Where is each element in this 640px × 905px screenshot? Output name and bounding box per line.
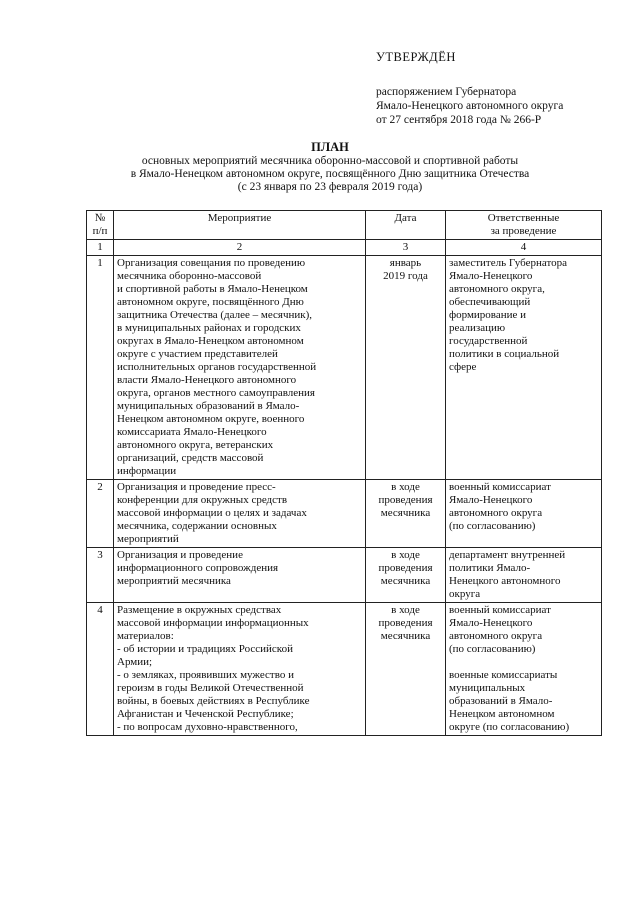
row-event: Организация и проведение пресс- конференции для окружных средств массовой информации о целях и задачах месячника, содержании основных мероприятий [114,480,366,548]
row-responsible: военный комиссариат Ямало-Ненецкого автономного округа (по согласованию) [446,480,602,548]
column-number-row [87,240,602,256]
header-num [87,211,114,240]
table-row [87,603,602,736]
row-responsible: департамент внутренней политики Ямало- Ненецкого автономного округа [446,548,602,603]
approval-line-3: от 27 сентября 2018 года № 266-Р [376,114,542,126]
row-date: в ходе проведения месячника [366,603,446,736]
row-number: 1 [87,256,114,480]
row-number: 3 [87,548,114,603]
row-event: Организация совещания по проведению месячника оборонно-массовой и спортивной работы в Ямало-Ненецком автономном округе, посвящённого Дню защитника Отечества (далее – месячник), в муниципальных районах и городских округах в Ямало-Ненецком автономном округе с участием представителей исполнительных органов государственной власти Ямало-Ненецкого автономного округа, органов местного самоуправления муниципальных образований в Ямало- Ненецком автономном округе, военного комиссариата Ямало-Ненецкого автономного округа, ветеранских организаций, средств массовой информации [114,256,366,480]
header-responsible-line-1: Ответственные [487,212,560,224]
column-number: 4 [446,240,602,256]
header-date: Дата [366,211,446,240]
table-header-row [87,211,602,240]
column-number: 3 [366,240,446,256]
title-main: ПЛАН [311,140,349,154]
title-line-3: (с 23 января по 23 февраля 2019 года) [237,181,423,193]
approval-heading: УТВЕРЖДЁН [376,50,456,64]
header-num-line-1: № [94,212,106,224]
table-row [87,256,602,480]
row-event: Размещение в окружных средствах массовой информации информационных материалов: - об истории и традициях Российской Армии; - о земляках, проявивших мужество и героизм в годы Великой Отечественной войны, в боевых действиях в Республике Афганистан и Чеченской Республике; - по вопросам духовно-нравственного, [114,603,366,736]
approval-block [376,50,626,127]
row-number: 2 [87,480,114,548]
row-number: 4 [87,603,114,736]
table-row [87,548,602,603]
title-line-1: основных мероприятий месячника оборонно-массовой и спортивной работы [141,155,519,167]
approval-line-2: Ямало-Ненецкого автономного округа [376,100,564,112]
approval-line-1: распоряжением Губернатора [376,86,517,98]
row-responsible: военный комиссариат Ямало-Ненецкого автономного округа (по согласованию) военные комиссариаты муниципальных образований в Ямало- Ненецком автономном округе (по согласованию) [446,603,602,736]
row-date: январь 2019 года [366,256,446,480]
document-title [90,140,570,194]
column-number: 2 [114,240,366,256]
title-line-2: в Ямало-Ненецком автономном округе, посвящённого Дню защитника Отечества [130,168,530,180]
row-date: в ходе проведения месячника [366,480,446,548]
row-date: в ходе проведения месячника [366,548,446,603]
row-responsible: заместитель Губернатора Ямало-Ненецкого автономного округа, обеспечивающий формирование и реализацию государственной политики в социальной сфере [446,256,602,480]
header-responsible-line-2: за проведение [490,225,557,237]
header-event: Мероприятие [114,211,366,240]
table-row [87,480,602,548]
column-number: 1 [87,240,114,256]
plan-table [86,210,602,736]
header-num-line-2: п/п [92,225,108,237]
row-event: Организация и проведение информационного сопровождения мероприятий месячника [114,548,366,603]
header-responsible [446,211,602,240]
